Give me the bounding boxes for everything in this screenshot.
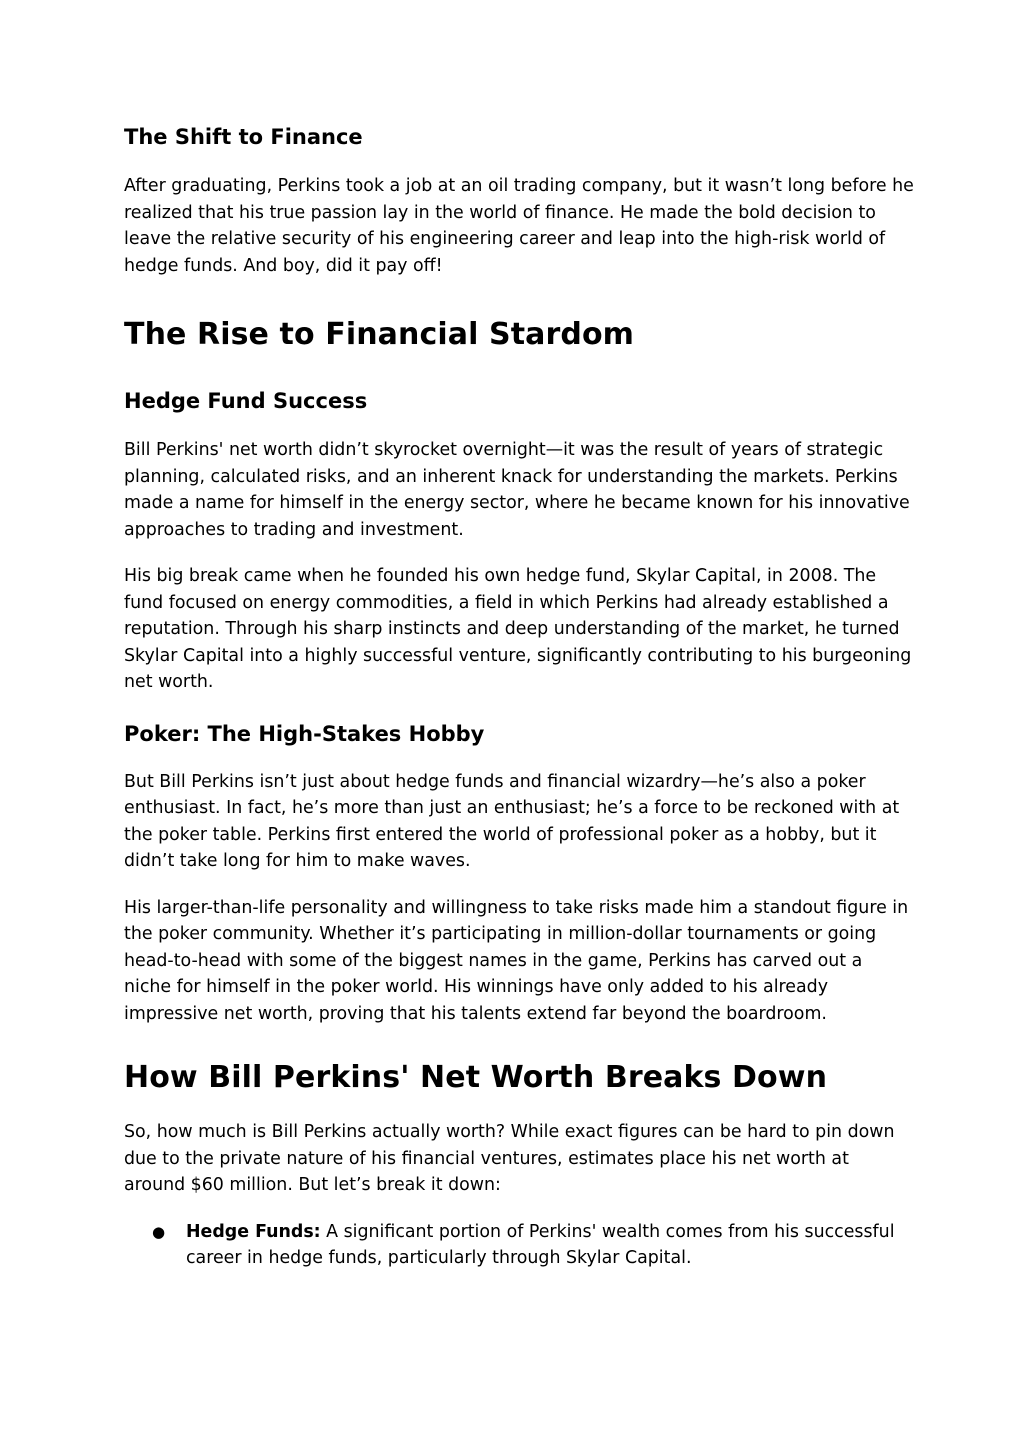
section-heading-net-worth-breakdown: How Bill Perkins' Net Worth Breaks Down bbox=[124, 1060, 828, 1095]
list-item-label: Hedge Funds: bbox=[186, 1221, 321, 1242]
paragraph-shift-to-finance: After graduating, Perkins took a job at an oil trading company, but it wasn’t long before he realized that his true passion lay in the world of finance. He made the bold decision to leave the relative security of his engineering career and leap into the high-risk world of hedge funds. And boy, did it pay off! bbox=[124, 176, 914, 276]
paragraph-hedge-fund-1: Bill Perkins' net worth didn’t skyrocket overnight—it was the result of years of strategic planning, calculated risks, and an inherent knack for understanding the markets. Perkins made a name for himself in the energy sector, where he became known for his innovative approaches to trading and investment. bbox=[124, 440, 910, 540]
paragraph-poker-2: His larger-than-life personality and willingness to take risks made him a standout figure in the poker community. Whether it’s participating in million-dollar tournaments or going head-to-head with some of the biggest names in the game, Perkins has carved out a niche for himself in the poker world. His winnings have only added to his already impressive net worth, proving that his talents extend far beyond the boardroom. bbox=[124, 897, 909, 1024]
list-item-text: A significant portion of Perkins' wealth comes from his successful career in hedge funds, particularly through Skylar Capital. bbox=[186, 1221, 895, 1268]
list-item bbox=[124, 1219, 914, 1272]
breakdown-bullet-list bbox=[124, 1219, 914, 1272]
section-heading-hedge-fund-success: Hedge Fund Success bbox=[124, 389, 368, 413]
section-heading-rise-to-stardom: The Rise to Financial Stardom bbox=[124, 317, 635, 352]
section-heading-poker: Poker: The High-Stakes Hobby bbox=[124, 721, 485, 746]
document-page bbox=[124, 122, 914, 1272]
paragraph-poker-1: But Bill Perkins isn’t just about hedge funds and financial wizardry—he’s also a poker enthusiast. In fact, he’s more than just an enthusiast; he’s a force to be reckoned with at the poker table. Perkins first entered the world of professional poker as a hobby, but it didn’t take long for him to make waves. bbox=[124, 771, 900, 871]
section-heading-shift-to-finance: The Shift to Finance bbox=[124, 125, 363, 149]
paragraph-hedge-fund-2: His big break came when he founded his own hedge fund, Skylar Capital, in 2008. The fund focused on energy commodities, a field in which Perkins had already established a reputation. Through his sharp instincts and deep understanding of the market, he turned Skylar Capital into a highly successful venture, significantly contributing to his burgeoning net worth. bbox=[124, 566, 912, 692]
bullet-icon: ● bbox=[152, 1222, 166, 1241]
paragraph-net-worth-breakdown: So, how much is Bill Perkins actually worth? While exact figures can be hard to pin down due to the private nature of his financial ventures, estimates place his net worth at around $60 million. But let’s break it down: bbox=[124, 1122, 895, 1195]
